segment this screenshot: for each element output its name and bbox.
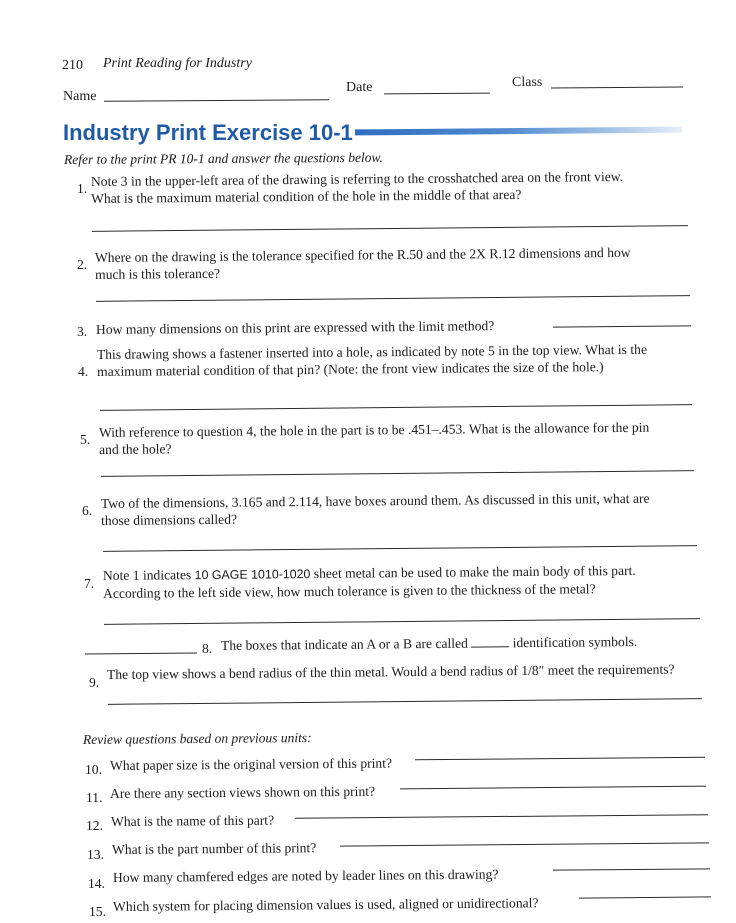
- answer-line[interactable]: [108, 698, 702, 705]
- question-text: How many dimensions on this print are expressed with the limit method?: [95, 318, 495, 337]
- answer-line[interactable]: [400, 786, 706, 790]
- question-number: 7.: [84, 576, 95, 591]
- date-label: Date: [346, 80, 373, 95]
- question-text: What paper size is the original version of this print?: [109, 755, 393, 773]
- inline-blank[interactable]: [471, 635, 509, 647]
- review-heading: Review questions based on previous units:: [82, 730, 312, 747]
- question-text: Where on the drawing is the tolerance specified for the R.50 and the 2X R.12 dimensions and how much is this tolerance?: [94, 244, 631, 282]
- answer-line[interactable]: [553, 868, 710, 870]
- question-number: 14.: [88, 876, 105, 891]
- answer-line[interactable]: [92, 225, 688, 232]
- question-text: The top view shows a bend radius of the thin metal. Would a bend radius of 1/8″ meet the requirements?: [106, 661, 675, 682]
- question-number: 12.: [86, 818, 103, 833]
- question-text: Note 3 in the upper-left area of the drawing is referring to the crosshatched area on the front view. What is the maximum material condition of the hole in the middle of that area?: [90, 168, 624, 206]
- name-field[interactable]: [104, 99, 329, 102]
- question-text: How many chamfered edges are noted by leader lines on this drawing?: [112, 866, 499, 885]
- question-text: Note 1 indicates 10 GAGE 1010-1020 sheet metal can be used to make the main body of this part. According to the left side view, how much tolerance is given to the thickness of the metal?: [102, 562, 636, 601]
- question-number: 2.: [77, 257, 88, 272]
- class-field[interactable]: [551, 87, 683, 89]
- question-text: Which system for placing dimension values is used, aligned or unidirectional?: [112, 895, 539, 914]
- answer-line[interactable]: [85, 653, 197, 655]
- question-text: This drawing shows a fastener inserted into a hole, as indicated by note 5 in the top view. What is the maximum material condition of that pin? (Note: the front view indicates the size of the hole.): [96, 341, 648, 379]
- question-text: The boxes that indicate an A or a B are called identification symbols.: [220, 634, 638, 653]
- answer-line[interactable]: [100, 404, 692, 411]
- answer-line[interactable]: [415, 757, 705, 761]
- class-label: Class: [512, 75, 543, 90]
- question-number: 1.: [77, 181, 88, 196]
- answer-line[interactable]: [96, 295, 690, 302]
- date-field[interactable]: [384, 93, 490, 95]
- answer-line[interactable]: [103, 545, 697, 552]
- question-text: Are there any section views shown on this print?: [109, 783, 376, 801]
- question-number: 5.: [80, 432, 91, 447]
- question-text: What is the part number of this print?: [111, 840, 317, 857]
- answer-line[interactable]: [101, 470, 694, 477]
- exercise-intro: Refer to the print PR 10-1 and answer the questions below.: [63, 149, 383, 167]
- question-number: 11.: [86, 790, 103, 805]
- name-label: Name: [63, 89, 97, 104]
- gage-note: 10 GAGE 1010-1020: [194, 567, 311, 583]
- title-bar: [355, 127, 682, 136]
- page-number: 210: [62, 58, 83, 73]
- answer-line[interactable]: [340, 842, 709, 846]
- question-text: With reference to question 4, the hole in the part is to be .451–.453. What is the allowance for the pin and the hole?: [98, 419, 650, 457]
- answer-line[interactable]: [579, 896, 711, 898]
- question-number: 3.: [77, 324, 88, 339]
- question-number: 6.: [82, 503, 93, 518]
- question-number: 13.: [87, 847, 104, 862]
- book-title: Print Reading for Industry: [103, 56, 252, 71]
- answer-line[interactable]: [553, 325, 691, 327]
- question-number: 15.: [89, 904, 106, 919]
- question-text: Two of the dimensions, 3.165 and 2.114, have boxes around them. As discussed in this unit, what are those dimensions called?: [100, 490, 650, 528]
- question-number: 9.: [89, 675, 100, 690]
- exercise-title: Industry Print Exercise 10-1: [63, 120, 353, 145]
- question-number: 10.: [85, 762, 102, 777]
- answer-line[interactable]: [104, 618, 700, 625]
- answer-line[interactable]: [295, 814, 708, 819]
- question-number: 4.: [78, 364, 89, 379]
- question-text: What is the name of this part?: [110, 812, 275, 829]
- question-number: 8.: [202, 641, 213, 656]
